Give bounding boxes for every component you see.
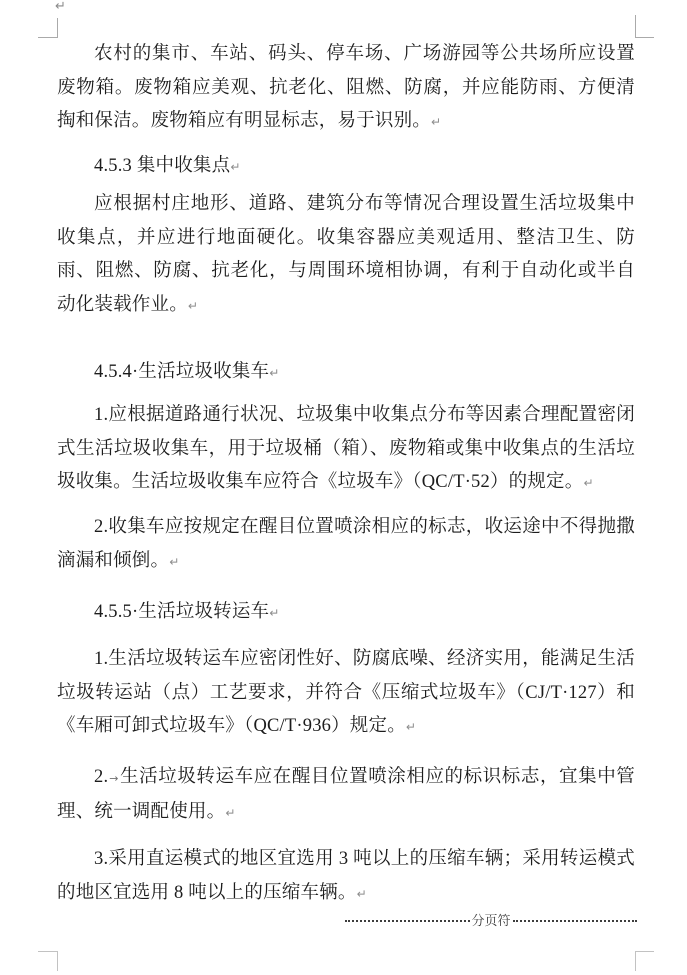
page-break-dotted-line [513, 920, 638, 922]
paragraph-collection-vehicle-1: 1.应根据道路通行状况、垃圾集中收集点分布等因素合理配置密闭式生活垃圾收集车，用于垃圾桶（箱）、废物箱或集中收集点的生活垃圾收集。生活垃圾收集车应符合《垃圾车》（QC/T·52）的规定。↵ [57, 405, 635, 492]
paragraph-waste-bins: 农村的集市、车站、码头、停车场、广场游园等公共场所应设置废物箱。废物箱应美观、抗老化、阻燃、防腐，并应能防雨、方便清掏和保洁。废物箱应有明显标志，易于识别。↵ [57, 44, 635, 131]
pilcrow-mark: ↵ [187, 298, 198, 313]
paragraph-collection-vehicle-2: 2.收集车应按规定在醒目位置喷涂相应的标志，收运途中不得抛撒滴漏和倾倒。↵ [57, 517, 635, 571]
page-break-marker [345, 912, 637, 930]
text-boundary-mark-top-right [635, 15, 654, 38]
pilcrow-mark: ↵ [269, 606, 280, 620]
text-boundary-mark-bottom-left [38, 951, 58, 971]
pilcrow-mark: ↵ [405, 720, 416, 734]
section-heading-4-5-3: 4.5.3 集中收集点↵ [94, 156, 241, 176]
text-boundary-mark-top-left [38, 18, 58, 38]
section-heading-4-5-5: 4.5.5·生活垃圾转运车↵ [94, 602, 280, 622]
pilcrow-mark: ↵ [583, 476, 594, 490]
text-boundary-mark-bottom-right [635, 951, 654, 971]
page-break-label: 分页符 [471, 913, 511, 928]
paragraph-transfer-vehicle-2: 2.→生活垃圾转运车应在醒目位置喷涂相应的标识标志，宜集中管理、统一调配使用。↵ [57, 767, 635, 822]
tab-mark: → [109, 772, 119, 785]
document-body [57, 38, 635, 911]
pilcrow-mark: ↵ [225, 805, 236, 820]
pilcrow-mark: ↵ [55, 0, 66, 14]
section-heading-4-5-4: 4.5.4·生活垃圾收集车↵ [94, 362, 280, 382]
pilcrow-mark: ↵ [431, 115, 442, 129]
pilcrow-mark: ↵ [269, 366, 280, 380]
pilcrow-mark: ↵ [230, 160, 241, 174]
paragraph-transfer-vehicle-1: 1.生活垃圾转运车应密闭性好、防腐底噪、经济实用，能满足生活垃圾转运站（点）工艺要求，并符合《压缩式垃圾车》（CJ/T·127）和《车厢可卸式垃圾车》（QC/T·936）规定。↵ [57, 649, 635, 736]
page-break-dotted-line [345, 920, 470, 922]
pilcrow-mark: ↵ [356, 886, 367, 901]
pilcrow-mark: ↵ [169, 554, 180, 569]
paragraph-collection-points: 应根据村庄地形、道路、建筑分布等情况合理设置生活垃圾集中收集点，并应进行地面硬化。收集容器应美观适用、整洁卫生、防雨、阻燃、防腐、抗老化，与周围环境相协调，有利于自动化或半自动化装载作业。↵ [57, 194, 635, 315]
paragraph-transfer-vehicle-3: 3.采用直运模式的地区宜选用 3 吨以上的压缩车辆；采用转运模式的地区宜选用 8 吨以上的压缩车辆。↵ [57, 849, 635, 903]
